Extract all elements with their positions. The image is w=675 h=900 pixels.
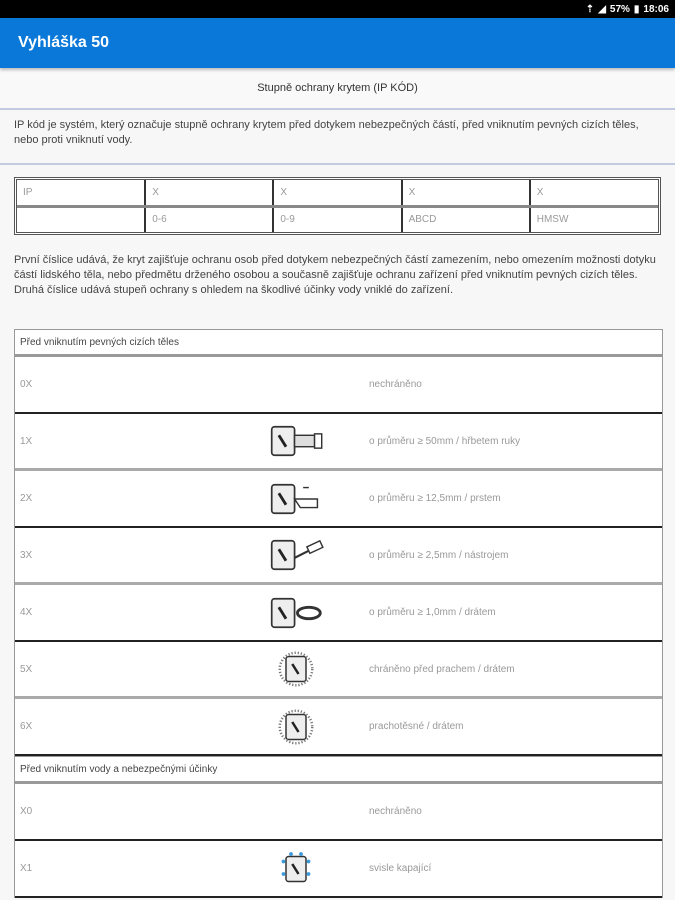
list-item (15, 841, 662, 898)
protection-description: o průměru ≥ 12,5mm / prstem (369, 493, 501, 504)
status-bar (0, 0, 675, 18)
protection-code: 0X (20, 379, 33, 390)
table-cell: IP (17, 180, 145, 206)
protection-code: X0 (20, 806, 33, 817)
list-item (15, 357, 662, 414)
table-row (17, 206, 658, 232)
list-item (15, 414, 662, 471)
table-cell (17, 206, 145, 232)
protection-description: nechráněno (369, 379, 422, 390)
wire-icon (223, 593, 369, 633)
dust-tight-icon (223, 707, 369, 747)
section-title: Stupně ochrany krytem (IP KÓD) (0, 68, 675, 110)
wifi-icon: ⇡ (585, 3, 595, 15)
table-cell: 0-6 (145, 206, 273, 232)
protection-code: 4X (20, 607, 33, 618)
protection-description: svisle kapající (369, 863, 432, 874)
protection-code: 6X (20, 721, 33, 732)
list-item (15, 585, 662, 642)
finger-icon (223, 479, 369, 519)
signal-icon: ◢ (598, 3, 606, 15)
tool-icon (223, 535, 369, 575)
protection-table (14, 329, 663, 898)
protection-code: 2X (20, 493, 33, 504)
protection-description: nechráněno (369, 806, 422, 817)
description-text: První číslice udává, že kryt zajišťuje ochranu osob před dotykem nebezpečných částí zamezením, nebo omezením možnosti dotyku částí lidského těla, nebo předmětu drženého osobou a současně zajišťuje ochranu zařízení před vniknutím pevných cizích těles. Druhá číslice udává stupeň ochrany s ohledem na škodlivé účinky vody vniklé do zařízení. (14, 254, 656, 296)
protection-code: 3X (20, 549, 33, 561)
table-row (17, 180, 658, 206)
protection-code: X1 (20, 863, 33, 874)
table-cell: X (402, 180, 530, 206)
protection-description: o průměru ≥ 50mm / hřbetem ruky (369, 435, 521, 447)
table-cell: ABCD (402, 206, 530, 232)
app-title: Vyhláška 50 (18, 34, 110, 51)
battery-icon: ▮ (633, 3, 640, 15)
protection-description: prachotěsné / drátem (369, 721, 464, 732)
list-item (15, 528, 662, 585)
table-cell: X (530, 180, 658, 206)
protection-code: 1X (20, 435, 33, 447)
hand-back-icon (223, 421, 369, 461)
dust-protected-icon (223, 649, 369, 689)
table-cell: 0-9 (273, 206, 401, 232)
vertical-drip-icon (223, 849, 369, 889)
table-cell: X (145, 180, 273, 206)
app-bar (0, 18, 675, 68)
table-cell: X (273, 180, 401, 206)
water-section-header: Před vniknutím vody a nebezpečnými účinky (15, 756, 662, 784)
clock: 18:06 (643, 3, 669, 15)
list-item (15, 699, 662, 756)
solid-section-header: Před vniknutím pevných cizích těles (15, 329, 662, 357)
table-cell: HMSW (530, 206, 658, 232)
protection-code: 5X (20, 663, 33, 675)
list-item (15, 471, 662, 528)
list-item (15, 642, 662, 699)
ip-code-table (14, 177, 661, 235)
protection-description: o průměru ≥ 1,0mm / drátem (369, 607, 496, 618)
intro-text: IP kód je systém, který označuje stupně ochrany krytem před dotykem nebezpečných částí, před vniknutím pevných cizích těles, nebo proti vniknutí vody. (0, 110, 675, 165)
protection-description: o průměru ≥ 2,5mm / nástrojem (369, 549, 509, 561)
list-item (15, 784, 662, 841)
battery-level: 57% (609, 3, 630, 15)
protection-description: chráněno před prachem / drátem (369, 663, 515, 675)
